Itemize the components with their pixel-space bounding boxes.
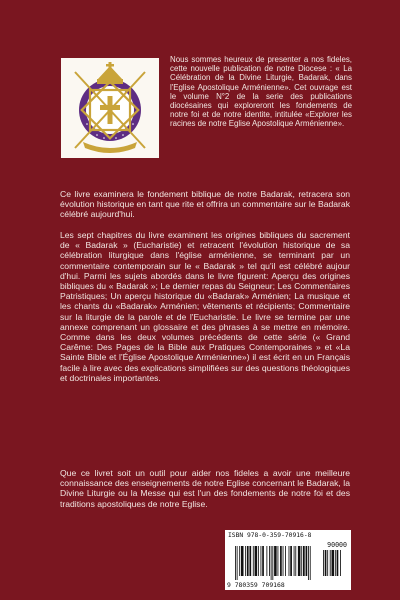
ean-barcode-icon bbox=[235, 546, 321, 580]
price-addon-barcode-icon bbox=[323, 550, 347, 580]
intro-text: Nous sommes heureux de presenter a nos fideles, cette nouvelle publication de notre Diocese : « La Célébration de la Divine Liturgie, Badarak, dans l'Eglise Apostolique Arménienne». Cet ouvrage est le volume N°2 de la serie des publications diocésaines qui exploreront les fondements de notre foi et de notre identite, intitulée «Explorer les racines de notre Eglise Apostolique Arménienne». bbox=[170, 55, 352, 129]
price-code: 90000 bbox=[327, 541, 347, 549]
body-paragraph-3: Que ce livret soit un outil pour aider nos fideles a avoir une meilleure connaissance des enseignements de notre Eglise concernant le Badarak, la Divine Liturgie ou la Messe qui est l'un des fondements de notre foi et des traditions apostoliques de notre Eglise. bbox=[60, 468, 350, 509]
body-paragraph-1: Ce livre examinera le fondement biblique de notre Badarak, retracera son évolution historique en tant que rite et offrira un commentaire sur le Badarak célébré aujourd'hui. bbox=[60, 189, 350, 220]
ean-digits: 9 780359 709168 bbox=[227, 581, 285, 589]
diocese-emblem-icon bbox=[61, 58, 159, 158]
barcode-block bbox=[225, 530, 351, 590]
emblem-box bbox=[61, 58, 159, 158]
isbn-label: ISBN 978-0-359-70916-8 bbox=[228, 532, 312, 539]
body-paragraph-2: Les sept chapitres du livre examinent les origines bibliques du sacrement de « Badarak » (Eucharistie) et retracent l'évolution historique de sa célébration liturgique dans l'église arménienne, se terminant par un commentaire contemporain sur le « Badarak » tel qu'il est célébré aujour d'hui. Parmi les sujets abordés dans le livre figurent: Aperçu des origines bibliques du « Badarak »; Le dernier repas du Seigneur; Les Commentaires Patristiques; Un aperçu historique du «Badarak» Arménien; La musique et les chants du «Badarak» Arménien; vêtements et récipients; Commentaire sur la liturgie de la parole et de l'Eucharistie. Le livre se termine par une annexe comprenant un glossaire et des phrases à se mettre en mémoire. Comme dans les deux volumes précédents de cette série (« Grand Carême: Des Pages de la Bible aux Pratiques Contemporaines » et «La Sainte Bible et l'Église Apostolique Arménienne») il est écrit en un Français facile à lire avec des explications simplifiées sur des questions théologiques et doctrinales importantes. bbox=[60, 230, 350, 383]
